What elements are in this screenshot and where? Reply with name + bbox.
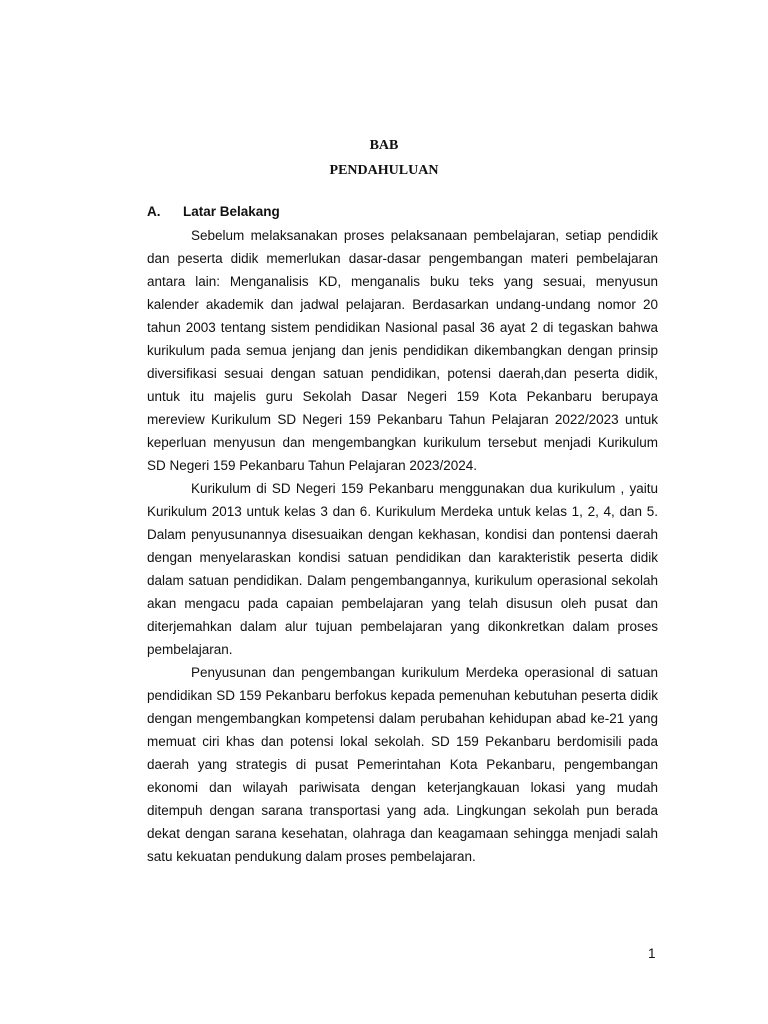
page-number: 1	[648, 946, 656, 961]
paragraph-1: Sebelum melaksanakan proses pelaksanaan pembelajaran, setiap pendidik dan peserta didik memerlukan dasar-dasar pengembangan materi pembelajaran antara lain: Menganalisis KD, menganalis buku teks yang sesuai, menyusun kalender akademik dan jadwal pelajaran. Berdasarkan undang-undang nomor 20 tahun 2003 tentang sistem pendidikan Nasional pasal 36 ayat 2 di tegaskan bahwa kurikulum pada semua jenjang dan jenis pendidikan dikembangkan dengan prinsip diversifikasi sesuai dengan satuan pendidikan, potensi daerah,dan peserta didik, untuk itu majelis guru Sekolah Dasar Negeri 159 Kota Pekanbaru berupaya mereview Kurikulum SD Negeri 159 Pekanbaru Tahun Pelajaran 2022/2023 untuk keperluan menyusun dan mengembangkan kurikulum tersebut menjadi Kurikulum SD Negeri 159 Pekanbaru Tahun Pelajaran 2023/2024.	[147, 228, 658, 473]
chapter-label: BAB	[369, 138, 399, 153]
chapter-title: PENDAHULUAN	[329, 163, 439, 178]
section-number: A.	[147, 204, 161, 219]
paragraph-3: Penyusunan dan pengembangan kurikulum Merdeka operasional di satuan pendidikan SD 159 Pekanbaru berfokus kepada pemenuhan kebutuhan peserta didik dengan mengembangkan kompetensi dalam perubahan kehidupan abad ke-21 yang memuat ciri khas dan potensi lokal sekolah. SD 159 Pekanbaru berdomisili pada daerah yang strategis di pusat Pemerintahan Kota Pekanbaru, pengembangan ekonomi dan wilayah pariwisata dengan keterjangkauan lokasi yang mudah ditempuh dengan sarana transportasi yang ada. Lingkungan sekolah pun berada dekat dengan sarana kesehatan, olahraga dan keagamaan sehingga menjadi salah satu kekuatan pendukung dalam proses pembelajaran.	[147, 665, 658, 864]
paragraph-2: Kurikulum di SD Negeri 159 Pekanbaru menggunakan dua kurikulum , yaitu Kurikulum 2013 untuk kelas 3 dan 6. Kurikulum Merdeka untuk kelas 1, 2, 4, dan 5. Dalam penyusunannya disesuaikan dengan kekhasan, kondisi dan pontensi daerah dengan menyelaraskan kondisi satuan pendidikan dan karakteristik peserta didik dalam satuan pendidikan. Dalam pengembangannya, kurikulum operasional sekolah akan mengacu pada capaian pembelajaran yang telah disusun oleh pusat dan diterjemahkan dalam alur tujuan pembelajaran yang dikonkretkan dalam proses pembelajaran.	[147, 481, 658, 657]
section-title: Latar Belakang	[183, 204, 280, 219]
body-text	[147, 224, 658, 868]
section-heading	[147, 204, 280, 219]
